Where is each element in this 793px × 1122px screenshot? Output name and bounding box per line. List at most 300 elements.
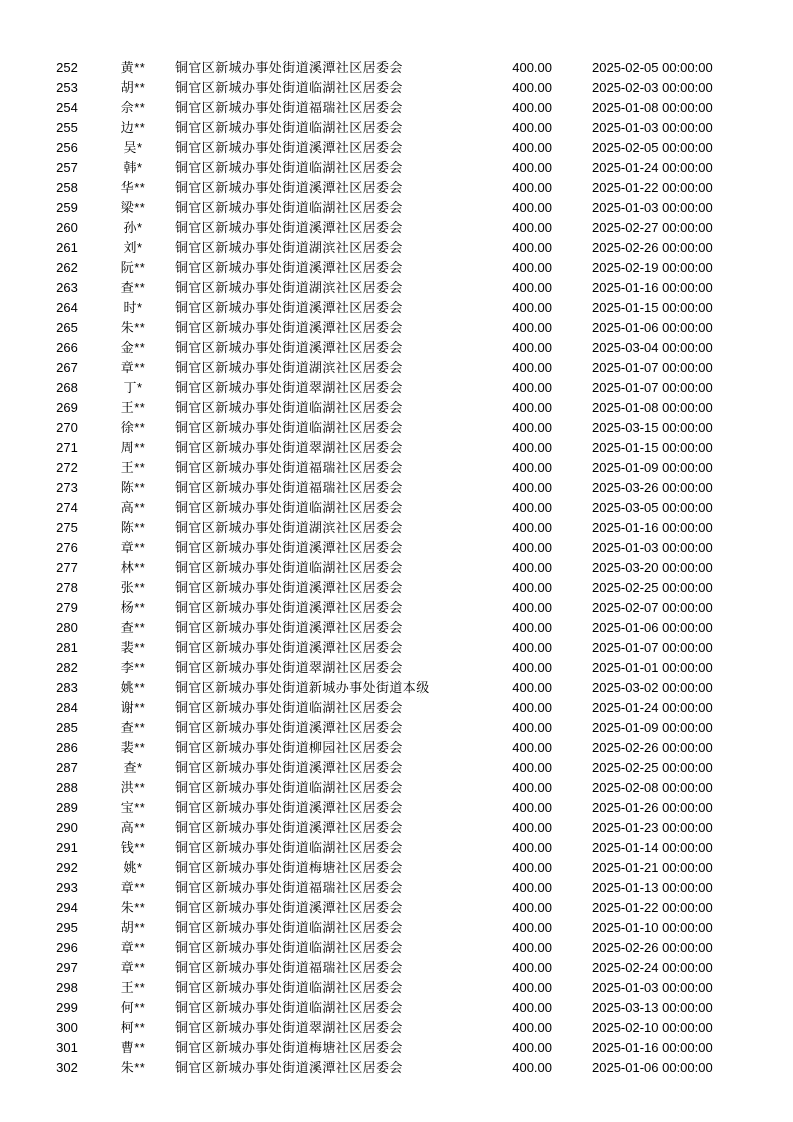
date-cell: 2025-01-03 00:00:00	[592, 540, 713, 555]
date-cell: 2025-01-24 00:00:00	[592, 160, 713, 175]
amount-cell: 400.00	[512, 100, 552, 115]
date-cell: 2025-03-15 00:00:00	[592, 420, 713, 435]
table-row	[0, 778, 793, 798]
date-cell: 2025-03-04 00:00:00	[592, 340, 713, 355]
table-row	[0, 1038, 793, 1058]
date-cell: 2025-01-09 00:00:00	[592, 460, 713, 475]
table-row	[0, 638, 793, 658]
date-cell: 2025-01-14 00:00:00	[592, 840, 713, 855]
amount-cell: 400.00	[512, 860, 552, 875]
masked-name-cell: 韩*	[123, 160, 143, 175]
organization-cell: 铜官区新城办事处街道临湖社区居委会	[175, 560, 403, 575]
masked-name-cell: 裴**	[120, 740, 146, 755]
amount-cell: 400.00	[512, 520, 552, 535]
date-cell: 2025-02-05 00:00:00	[592, 140, 713, 155]
masked-name-cell: 查**	[120, 280, 146, 295]
table-row	[0, 98, 793, 118]
masked-name-cell: 胡**	[120, 920, 146, 935]
amount-cell: 400.00	[512, 240, 552, 255]
row-number-cell: 280	[56, 620, 78, 635]
row-number-cell: 284	[56, 700, 78, 715]
organization-cell: 铜官区新城办事处街道临湖社区居委会	[175, 1000, 403, 1015]
amount-cell: 400.00	[512, 320, 552, 335]
masked-name-cell: 查*	[123, 760, 143, 775]
date-cell: 2025-01-16 00:00:00	[592, 1040, 713, 1055]
amount-cell: 400.00	[512, 920, 552, 935]
row-number-cell: 288	[56, 780, 78, 795]
table-row	[0, 1058, 793, 1078]
date-cell: 2025-01-10 00:00:00	[592, 920, 713, 935]
date-cell: 2025-01-26 00:00:00	[592, 800, 713, 815]
row-number-cell: 270	[56, 420, 78, 435]
table-row	[0, 678, 793, 698]
date-cell: 2025-02-08 00:00:00	[592, 780, 713, 795]
masked-name-cell: 杨**	[120, 600, 146, 615]
row-number-cell: 267	[56, 360, 78, 375]
organization-cell: 铜官区新城办事处街道福瑞社区居委会	[175, 100, 403, 115]
date-cell: 2025-02-03 00:00:00	[592, 80, 713, 95]
date-cell: 2025-02-26 00:00:00	[592, 240, 713, 255]
amount-cell: 400.00	[512, 540, 552, 555]
organization-cell: 铜官区新城办事处街道溪潭社区居委会	[175, 60, 403, 75]
masked-name-cell: 孙*	[123, 220, 143, 235]
table-row	[0, 1018, 793, 1038]
row-number-cell: 256	[56, 140, 78, 155]
date-cell: 2025-02-26 00:00:00	[592, 940, 713, 955]
organization-cell: 铜官区新城办事处街道临湖社区居委会	[175, 420, 403, 435]
row-number-cell: 274	[56, 500, 78, 515]
organization-cell: 铜官区新城办事处街道溪潭社区居委会	[175, 320, 403, 335]
amount-cell: 400.00	[512, 840, 552, 855]
row-number-cell: 278	[56, 580, 78, 595]
table-row	[0, 138, 793, 158]
masked-name-cell: 高**	[120, 500, 146, 515]
amount-cell: 400.00	[512, 400, 552, 415]
table-row	[0, 738, 793, 758]
amount-cell: 400.00	[512, 720, 552, 735]
row-number-cell: 259	[56, 200, 78, 215]
organization-cell: 铜官区新城办事处街道新城办事处街道本级	[175, 680, 430, 695]
row-number-cell: 292	[56, 860, 78, 875]
date-cell: 2025-01-06 00:00:00	[592, 620, 713, 635]
table-row	[0, 378, 793, 398]
table-row	[0, 318, 793, 338]
organization-cell: 铜官区新城办事处街道翠湖社区居委会	[175, 380, 403, 395]
amount-cell: 400.00	[512, 880, 552, 895]
organization-cell: 铜官区新城办事处街道临湖社区居委会	[175, 780, 403, 795]
organization-cell: 铜官区新城办事处街道福瑞社区居委会	[175, 460, 403, 475]
date-cell: 2025-01-03 00:00:00	[592, 200, 713, 215]
row-number-cell: 298	[56, 980, 78, 995]
amount-cell: 400.00	[512, 440, 552, 455]
amount-cell: 400.00	[512, 480, 552, 495]
amount-cell: 400.00	[512, 280, 552, 295]
row-number-cell: 293	[56, 880, 78, 895]
organization-cell: 铜官区新城办事处街道翠湖社区居委会	[175, 660, 403, 675]
date-cell: 2025-02-25 00:00:00	[592, 760, 713, 775]
row-number-cell: 276	[56, 540, 78, 555]
row-number-cell: 283	[56, 680, 78, 695]
amount-cell: 400.00	[512, 380, 552, 395]
row-number-cell: 265	[56, 320, 78, 335]
table-row	[0, 518, 793, 538]
table-row	[0, 298, 793, 318]
organization-cell: 铜官区新城办事处街道临湖社区居委会	[175, 980, 403, 995]
date-cell: 2025-01-23 00:00:00	[592, 820, 713, 835]
table-row	[0, 338, 793, 358]
date-cell: 2025-02-10 00:00:00	[592, 1020, 713, 1035]
amount-cell: 400.00	[512, 460, 552, 475]
date-cell: 2025-01-22 00:00:00	[592, 900, 713, 915]
row-number-cell: 285	[56, 720, 78, 735]
organization-cell: 铜官区新城办事处街道临湖社区居委会	[175, 920, 403, 935]
amount-cell: 400.00	[512, 960, 552, 975]
date-cell: 2025-03-26 00:00:00	[592, 480, 713, 495]
organization-cell: 铜官区新城办事处街道翠湖社区居委会	[175, 1020, 403, 1035]
organization-cell: 铜官区新城办事处街道临湖社区居委会	[175, 400, 403, 415]
organization-cell: 铜官区新城办事处街道溪潭社区居委会	[175, 580, 403, 595]
organization-cell: 铜官区新城办事处街道溪潭社区居委会	[175, 800, 403, 815]
table-row	[0, 458, 793, 478]
organization-cell: 铜官区新城办事处街道临湖社区居委会	[175, 940, 403, 955]
table-row	[0, 658, 793, 678]
masked-name-cell: 章**	[120, 540, 146, 555]
masked-name-cell: 徐**	[120, 420, 146, 435]
masked-name-cell: 章**	[120, 360, 146, 375]
masked-name-cell: 朱**	[120, 320, 146, 335]
date-cell: 2025-01-08 00:00:00	[592, 100, 713, 115]
table-row	[0, 978, 793, 998]
table-row	[0, 498, 793, 518]
organization-cell: 铜官区新城办事处街道湖滨社区居委会	[175, 520, 403, 535]
row-number-cell: 258	[56, 180, 78, 195]
organization-cell: 铜官区新城办事处街道溪潭社区居委会	[175, 900, 403, 915]
masked-name-cell: 王**	[120, 460, 146, 475]
date-cell: 2025-01-15 00:00:00	[592, 300, 713, 315]
date-cell: 2025-02-07 00:00:00	[592, 600, 713, 615]
row-number-cell: 279	[56, 600, 78, 615]
row-number-cell: 297	[56, 960, 78, 975]
amount-cell: 400.00	[512, 620, 552, 635]
row-number-cell: 277	[56, 560, 78, 575]
table-row	[0, 418, 793, 438]
row-number-cell: 257	[56, 160, 78, 175]
amount-cell: 400.00	[512, 80, 552, 95]
masked-name-cell: 周**	[120, 440, 146, 455]
amount-cell: 400.00	[512, 980, 552, 995]
organization-cell: 铜官区新城办事处街道临湖社区居委会	[175, 500, 403, 515]
row-number-cell: 296	[56, 940, 78, 955]
amount-cell: 400.00	[512, 640, 552, 655]
table-row	[0, 698, 793, 718]
organization-cell: 铜官区新城办事处街道福瑞社区居委会	[175, 960, 403, 975]
row-number-cell: 254	[56, 100, 78, 115]
organization-cell: 铜官区新城办事处街道临湖社区居委会	[175, 840, 403, 855]
masked-name-cell: 章**	[120, 940, 146, 955]
amount-cell: 400.00	[512, 1040, 552, 1055]
row-number-cell: 253	[56, 80, 78, 95]
row-number-cell: 269	[56, 400, 78, 415]
row-number-cell: 300	[56, 1020, 78, 1035]
date-cell: 2025-01-16 00:00:00	[592, 280, 713, 295]
table-row	[0, 758, 793, 778]
date-cell: 2025-01-07 00:00:00	[592, 640, 713, 655]
date-cell: 2025-01-22 00:00:00	[592, 180, 713, 195]
amount-cell: 400.00	[512, 560, 552, 575]
table-row	[0, 358, 793, 378]
amount-cell: 400.00	[512, 680, 552, 695]
masked-name-cell: 胡**	[120, 80, 146, 95]
table-row	[0, 118, 793, 138]
date-cell: 2025-01-07 00:00:00	[592, 360, 713, 375]
table-row	[0, 158, 793, 178]
masked-name-cell: 朱**	[120, 1060, 146, 1075]
amount-cell: 400.00	[512, 1000, 552, 1015]
table-row	[0, 618, 793, 638]
date-cell: 2025-02-19 00:00:00	[592, 260, 713, 275]
amount-cell: 400.00	[512, 760, 552, 775]
date-cell: 2025-02-05 00:00:00	[592, 60, 713, 75]
row-number-cell: 272	[56, 460, 78, 475]
organization-cell: 铜官区新城办事处街道梅塘社区居委会	[175, 860, 403, 875]
row-number-cell: 266	[56, 340, 78, 355]
masked-name-cell: 宝**	[120, 800, 146, 815]
organization-cell: 铜官区新城办事处街道临湖社区居委会	[175, 120, 403, 135]
masked-name-cell: 查**	[120, 620, 146, 635]
row-number-cell: 295	[56, 920, 78, 935]
date-cell: 2025-01-24 00:00:00	[592, 700, 713, 715]
table-row	[0, 198, 793, 218]
amount-cell: 400.00	[512, 500, 552, 515]
row-number-cell: 281	[56, 640, 78, 655]
date-cell: 2025-01-06 00:00:00	[592, 1060, 713, 1075]
date-cell: 2025-01-06 00:00:00	[592, 320, 713, 335]
amount-cell: 400.00	[512, 800, 552, 815]
table-row	[0, 918, 793, 938]
masked-name-cell: 查**	[120, 720, 146, 735]
table-row	[0, 78, 793, 98]
masked-name-cell: 梁**	[120, 200, 146, 215]
table-row	[0, 938, 793, 958]
date-cell: 2025-03-02 00:00:00	[592, 680, 713, 695]
table-row	[0, 218, 793, 238]
row-number-cell: 289	[56, 800, 78, 815]
masked-name-cell: 高**	[120, 820, 146, 835]
date-cell: 2025-01-03 00:00:00	[592, 980, 713, 995]
masked-name-cell: 章**	[120, 960, 146, 975]
amount-cell: 400.00	[512, 780, 552, 795]
amount-cell: 400.00	[512, 340, 552, 355]
amount-cell: 400.00	[512, 820, 552, 835]
organization-cell: 铜官区新城办事处街道湖滨社区居委会	[175, 360, 403, 375]
row-number-cell: 273	[56, 480, 78, 495]
row-number-cell: 261	[56, 240, 78, 255]
table-row	[0, 958, 793, 978]
organization-cell: 铜官区新城办事处街道溪潭社区居委会	[175, 540, 403, 555]
date-cell: 2025-02-27 00:00:00	[592, 220, 713, 235]
table-row	[0, 278, 793, 298]
amount-cell: 400.00	[512, 120, 552, 135]
table-row	[0, 438, 793, 458]
table-row	[0, 998, 793, 1018]
row-number-cell: 294	[56, 900, 78, 915]
masked-name-cell: 王**	[120, 980, 146, 995]
masked-name-cell: 曹**	[120, 1040, 146, 1055]
organization-cell: 铜官区新城办事处街道湖滨社区居委会	[175, 280, 403, 295]
organization-cell: 铜官区新城办事处街道福瑞社区居委会	[175, 880, 403, 895]
masked-name-cell: 章**	[120, 880, 146, 895]
organization-cell: 铜官区新城办事处街道福瑞社区居委会	[175, 480, 403, 495]
masked-name-cell: 时*	[123, 300, 143, 315]
masked-name-cell: 林**	[120, 560, 146, 575]
table-row	[0, 858, 793, 878]
masked-name-cell: 佘**	[120, 100, 146, 115]
masked-name-cell: 姚*	[123, 860, 143, 875]
table-row	[0, 718, 793, 738]
masked-name-cell: 柯**	[120, 1020, 146, 1035]
table-row	[0, 478, 793, 498]
table-row	[0, 178, 793, 198]
table-row	[0, 818, 793, 838]
organization-cell: 铜官区新城办事处街道柳园社区居委会	[175, 740, 403, 755]
amount-cell: 400.00	[512, 160, 552, 175]
row-number-cell: 271	[56, 440, 78, 455]
masked-name-cell: 朱**	[120, 900, 146, 915]
organization-cell: 铜官区新城办事处街道溪潭社区居委会	[175, 300, 403, 315]
masked-name-cell: 刘*	[123, 240, 143, 255]
organization-cell: 铜官区新城办事处街道溪潭社区居委会	[175, 220, 403, 235]
organization-cell: 铜官区新城办事处街道梅塘社区居委会	[175, 1040, 403, 1055]
masked-name-cell: 丁*	[123, 380, 143, 395]
row-number-cell: 264	[56, 300, 78, 315]
masked-name-cell: 王**	[120, 400, 146, 415]
amount-cell: 400.00	[512, 200, 552, 215]
amount-cell: 400.00	[512, 900, 552, 915]
date-cell: 2025-01-09 00:00:00	[592, 720, 713, 735]
row-number-cell: 299	[56, 1000, 78, 1015]
masked-name-cell: 黄**	[120, 60, 146, 75]
date-cell: 2025-01-13 00:00:00	[592, 880, 713, 895]
amount-cell: 400.00	[512, 1060, 552, 1075]
table-row	[0, 258, 793, 278]
row-number-cell: 291	[56, 840, 78, 855]
table-row	[0, 238, 793, 258]
masked-name-cell: 华**	[120, 180, 146, 195]
row-number-cell: 301	[56, 1040, 78, 1055]
date-cell: 2025-03-13 00:00:00	[592, 1000, 713, 1015]
masked-name-cell: 张**	[120, 580, 146, 595]
amount-cell: 400.00	[512, 60, 552, 75]
amount-cell: 400.00	[512, 260, 552, 275]
organization-cell: 铜官区新城办事处街道溪潭社区居委会	[175, 820, 403, 835]
organization-cell: 铜官区新城办事处街道溪潭社区居委会	[175, 760, 403, 775]
amount-cell: 400.00	[512, 580, 552, 595]
date-cell: 2025-03-05 00:00:00	[592, 500, 713, 515]
masked-name-cell: 吴*	[123, 140, 143, 155]
date-cell: 2025-01-15 00:00:00	[592, 440, 713, 455]
date-cell: 2025-01-07 00:00:00	[592, 380, 713, 395]
masked-name-cell: 金**	[120, 340, 146, 355]
masked-name-cell: 边**	[120, 120, 146, 135]
row-number-cell: 302	[56, 1060, 78, 1075]
row-number-cell: 286	[56, 740, 78, 755]
table-row	[0, 58, 793, 78]
date-cell: 2025-01-03 00:00:00	[592, 120, 713, 135]
table-row	[0, 398, 793, 418]
row-number-cell: 263	[56, 280, 78, 295]
masked-name-cell: 何**	[120, 1000, 146, 1015]
row-number-cell: 282	[56, 660, 78, 675]
table-row	[0, 558, 793, 578]
table-row	[0, 798, 793, 818]
organization-cell: 铜官区新城办事处街道溪潭社区居委会	[175, 1060, 403, 1075]
organization-cell: 铜官区新城办事处街道临湖社区居委会	[175, 160, 403, 175]
amount-cell: 400.00	[512, 420, 552, 435]
organization-cell: 铜官区新城办事处街道临湖社区居委会	[175, 700, 403, 715]
organization-cell: 铜官区新城办事处街道临湖社区居委会	[175, 80, 403, 95]
row-number-cell: 275	[56, 520, 78, 535]
organization-cell: 铜官区新城办事处街道临湖社区居委会	[175, 200, 403, 215]
amount-cell: 400.00	[512, 660, 552, 675]
date-cell: 2025-02-25 00:00:00	[592, 580, 713, 595]
date-cell: 2025-01-21 00:00:00	[592, 860, 713, 875]
date-cell: 2025-02-24 00:00:00	[592, 960, 713, 975]
masked-name-cell: 裴**	[120, 640, 146, 655]
amount-cell: 400.00	[512, 700, 552, 715]
row-number-cell: 252	[56, 60, 78, 75]
table-row	[0, 578, 793, 598]
amount-cell: 400.00	[512, 360, 552, 375]
amount-cell: 400.00	[512, 300, 552, 315]
masked-name-cell: 陈**	[120, 480, 146, 495]
amount-cell: 400.00	[512, 740, 552, 755]
organization-cell: 铜官区新城办事处街道溪潭社区居委会	[175, 260, 403, 275]
row-number-cell: 260	[56, 220, 78, 235]
date-cell: 2025-01-01 00:00:00	[592, 660, 713, 675]
amount-cell: 400.00	[512, 1020, 552, 1035]
amount-cell: 400.00	[512, 180, 552, 195]
row-number-cell: 255	[56, 120, 78, 135]
masked-name-cell: 洪**	[120, 780, 146, 795]
table-row	[0, 878, 793, 898]
row-number-cell: 268	[56, 380, 78, 395]
amount-cell: 400.00	[512, 220, 552, 235]
organization-cell: 铜官区新城办事处街道溪潭社区居委会	[175, 340, 403, 355]
masked-name-cell: 李**	[120, 660, 146, 675]
payment-record-table	[0, 58, 793, 1078]
date-cell: 2025-01-16 00:00:00	[592, 520, 713, 535]
organization-cell: 铜官区新城办事处街道翠湖社区居委会	[175, 440, 403, 455]
masked-name-cell: 姚**	[120, 680, 146, 695]
organization-cell: 铜官区新城办事处街道溪潭社区居委会	[175, 180, 403, 195]
table-row	[0, 598, 793, 618]
masked-name-cell: 谢**	[120, 700, 146, 715]
row-number-cell: 287	[56, 760, 78, 775]
row-number-cell: 262	[56, 260, 78, 275]
date-cell: 2025-03-20 00:00:00	[592, 560, 713, 575]
organization-cell: 铜官区新城办事处街道溪潭社区居委会	[175, 620, 403, 635]
organization-cell: 铜官区新城办事处街道溪潭社区居委会	[175, 720, 403, 735]
date-cell: 2025-02-26 00:00:00	[592, 740, 713, 755]
amount-cell: 400.00	[512, 140, 552, 155]
table-row	[0, 838, 793, 858]
organization-cell: 铜官区新城办事处街道溪潭社区居委会	[175, 640, 403, 655]
organization-cell: 铜官区新城办事处街道溪潭社区居委会	[175, 600, 403, 615]
masked-name-cell: 阮**	[120, 260, 146, 275]
masked-name-cell: 钱**	[120, 840, 146, 855]
masked-name-cell: 陈**	[120, 520, 146, 535]
organization-cell: 铜官区新城办事处街道溪潭社区居委会	[175, 140, 403, 155]
